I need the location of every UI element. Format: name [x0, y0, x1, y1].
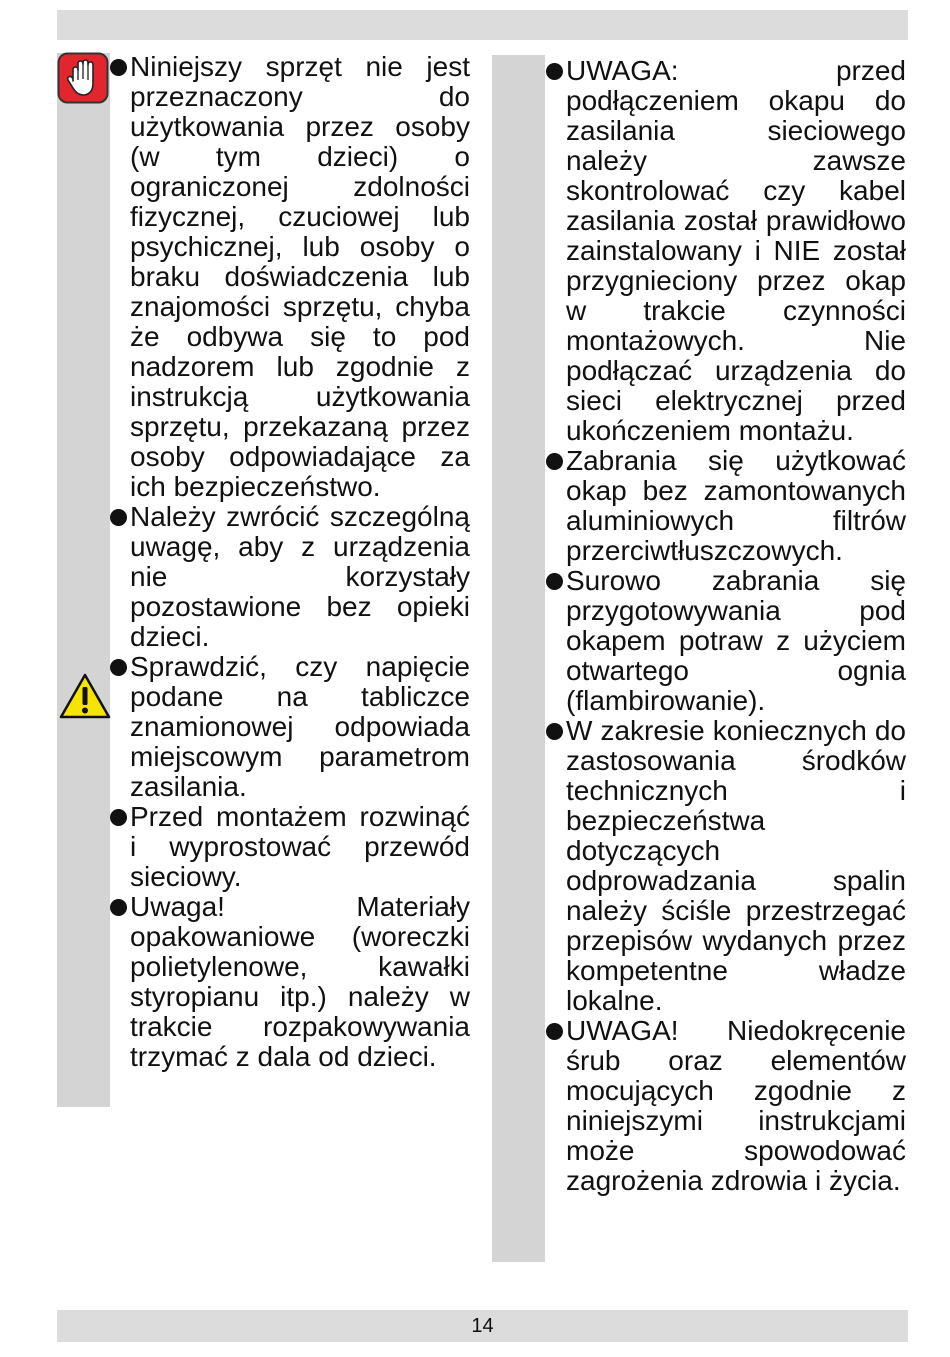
bullet	[546, 453, 563, 470]
bullet	[110, 659, 127, 676]
list-item	[546, 716, 906, 1016]
list-item	[110, 652, 470, 802]
list-item-text: Uwaga! Materiały opakowaniowe (woreczki polietylenowe, kawałki styropianu itp.) należy w trakcie rozpakowywania trzymać z dala od dzieci.	[130, 891, 470, 1072]
bullet	[110, 809, 127, 826]
bullet	[110, 899, 127, 916]
list-item	[546, 446, 906, 566]
list-item	[546, 56, 906, 446]
bullet	[110, 59, 127, 76]
warning-triangle-icon	[58, 672, 112, 720]
header-bar	[57, 10, 908, 40]
right-margin-bar	[492, 55, 545, 1262]
stop-hand-icon	[57, 52, 109, 104]
right-column	[546, 56, 906, 1196]
list-item-text: UWAGA: przed podłączeniem okapu do zasilania sieciowego należy zawsze skontrolować czy kabel zasilania został prawidłowo zainstalowany i NIE został przygnieciony przez okap w trakcie czynności montażowych. Nie podłączać urządzenia do sieci elektrycznej przed ukończeniem montażu.	[566, 55, 906, 446]
list-item-text: Przed montażem rozwinąć i wyprostować przewód sieciowy.	[130, 801, 470, 892]
list-item-text: Sprawdzić, czy napięcie podane na tabliczce znamionowej odpowiada miejscowym parametrom zasilania.	[130, 651, 470, 802]
bullet	[110, 509, 127, 526]
list-item	[110, 502, 470, 652]
list-item-text: Niniejszy sprzęt nie jest przeznaczony do użytkowania przez osoby (w tym dzieci) o ograniczonej zdolności fizycznej, czuciowej lub psychicznej, lub osoby o braku doświadczenia lub znajomości sprzętu, chyba że odbywa się to pod nadzorem lub zgodnie z instrukcją użytkowania sprzętu, przekazaną przez osoby odpowiadające za ich bezpieczeństwo.	[130, 51, 470, 502]
page-number: 14	[471, 1315, 494, 1337]
list-item	[546, 566, 906, 716]
list-item-text: Należy zwrócić szczególną uwagę, aby z urządzenia nie korzystały pozostawione bez opieki dzieci.	[130, 501, 470, 652]
list-item	[546, 1016, 906, 1196]
bullet	[546, 573, 563, 590]
bullet	[546, 63, 563, 80]
left-margin-bar	[57, 53, 110, 1107]
list-item	[110, 52, 470, 502]
list-item-text: Zabrania się użytkować okap bez zamontowanych aluminiowych filtrów przerciwtłuszczowych.	[566, 445, 906, 566]
list-item	[110, 892, 470, 1072]
left-column	[110, 52, 470, 1072]
bullet	[546, 723, 563, 740]
list-item	[110, 802, 470, 892]
bullet	[546, 1023, 563, 1040]
list-item-text: Surowo zabrania się przygotowywania pod okapem potraw z użyciem otwartego ognia (flambirowanie).	[566, 565, 906, 716]
list-item-text: UWAGA! Niedokręcenie śrub oraz elementów mocujących zgodnie z niniejszymi instrukcjami może spowodować zagrożenia zdrowia i życia.	[566, 1015, 906, 1196]
footer-bar	[57, 1310, 908, 1342]
list-item-text: W zakresie koniecznych do zastosowania środków technicznych i bezpieczeństwa dotyczących odprowadzania spalin należy ściśle przestrzegać przepisów wydanych przez kompetentne władze lokalne.	[566, 715, 906, 1016]
